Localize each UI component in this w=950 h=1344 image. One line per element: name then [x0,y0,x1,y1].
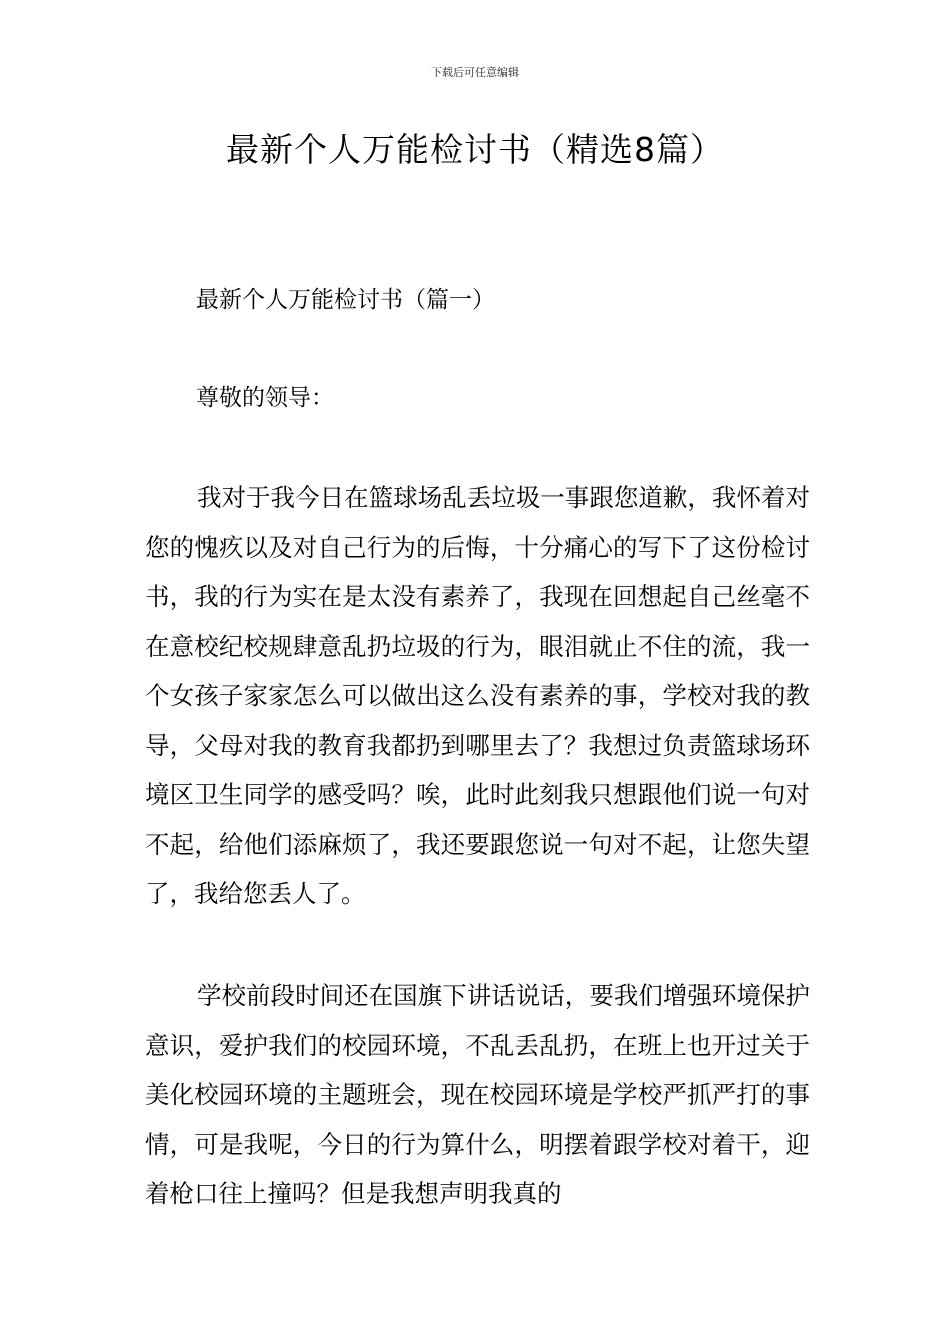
header-note: 下载后可任意编辑 [431,66,519,79]
body-paragraph-1: 我对于我今日在篮球场乱丢垃圾一事跟您道歉，我怀着对您的愧疚以及对自己行为的后悔，十分痛心的写下了这份检讨书，我的行为实在是太没有素养了，我现在回想起自己丝毫不在意校纪校规肆意乱扔垃圾的行为，眼泪就止不住的流，我一个女孩子家家怎么可以做出这么没有素养的事，学校对我的教导，父母对我的教育我都扔到哪里去了？我想过负责篮球场环境区卫生同学的感受吗？唉，此时此刻我只想跟他们说一句对不起，给他们添麻烦了，我还要跟您说一句对不起，让您失望了，我给您丢人了。 [145,483,810,908]
salutation: 尊敬的领导： [196,385,334,411]
document-title: 最新个人万能检讨书（精选8篇） [226,130,724,169]
section-heading: 最新个人万能检讨书（篇一） [196,287,495,313]
body-paragraph-2: 学校前段时间还在国旗下讲话说话，要我们增强环境保护意识，爱护我们的校园环境，不乱丢乱扔，在班上也开过关于美化校园环境的主题班会，现在校园环境是学校严抓严打的事情，可是我呢，今日的行为算什么，明摆着跟学校对着干，迎着枪口往上撞吗？但是我想声明我真的 [145,981,810,1208]
